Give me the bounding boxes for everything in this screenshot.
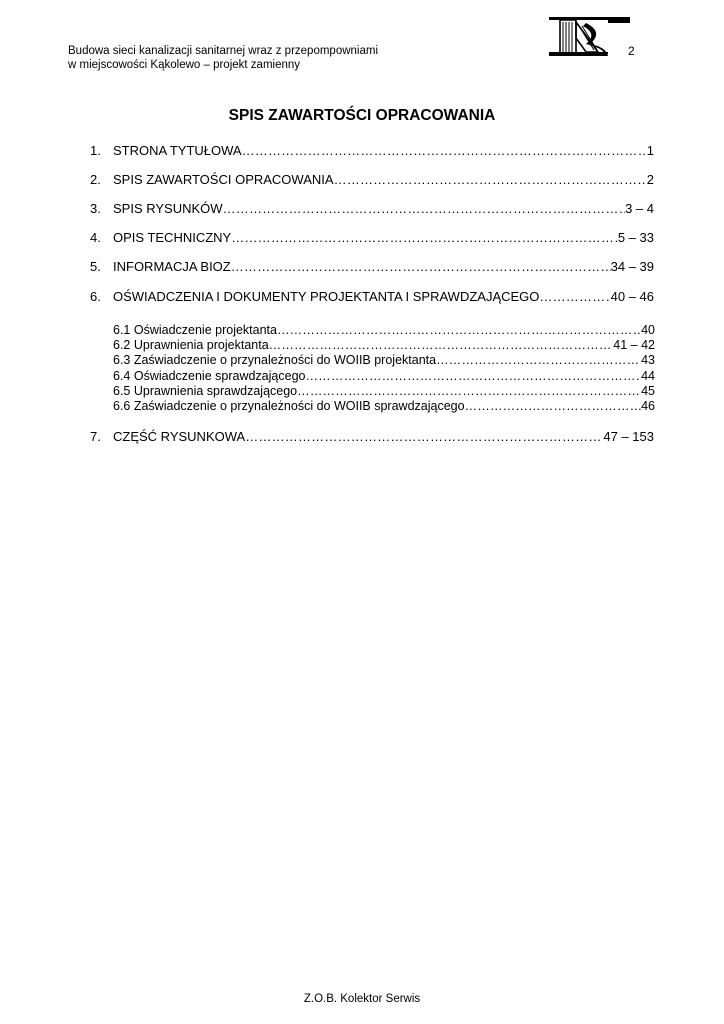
- dot-leader: [305, 369, 641, 383]
- toc-entry-pages: 3 – 4: [625, 201, 654, 216]
- toc-entry-number: 5.: [90, 259, 101, 274]
- toc-entry-number: 6.: [90, 289, 101, 304]
- toc-entry-number: 2.: [90, 172, 101, 187]
- toc-entry-label: SPIS RYSUNKÓW: [113, 201, 223, 216]
- toc-subentry: [113, 384, 655, 398]
- dot-leader: [297, 384, 641, 398]
- header-line-2: w miejscowości Kąkolewo – projekt zamienny: [68, 59, 301, 71]
- toc-subentry: [113, 353, 655, 367]
- toc-entry-pages: 40 – 46: [610, 289, 654, 304]
- toc-subentry-label: 6.5 Uprawnienia sprawdzającego: [113, 384, 298, 398]
- toc-entry-number: 1.: [90, 143, 101, 158]
- toc-entry: [90, 289, 654, 304]
- dot-leader: [539, 289, 610, 304]
- header-line-1: Budowa sieci kanalizacji sanitarnej wraz z przepompowniami: [68, 45, 379, 57]
- toc-entry-label: SPIS ZAWARTOŚCI OPRACOWANIA: [113, 172, 334, 187]
- toc-entry-pages: 34 – 39: [610, 259, 654, 274]
- toc-entry-label: OPIS TECHNICZNY: [113, 230, 232, 245]
- toc-subentry-label: 6.1 Oświadczenie projektanta: [113, 323, 277, 337]
- document-header: [68, 44, 378, 72]
- dot-leader: [334, 172, 647, 187]
- toc-entry: [90, 201, 654, 216]
- toc-entry-label: INFORMACJA BIOZ: [113, 259, 231, 274]
- toc-entry-pages: 47 – 153: [603, 429, 654, 444]
- dot-leader: [231, 259, 611, 274]
- toc-entry-pages: 2: [646, 172, 654, 187]
- dot-leader: [436, 353, 641, 367]
- toc-subentry-pages: 43: [641, 353, 655, 367]
- dot-leader: [245, 429, 603, 444]
- toc-subentry-pages: 44: [641, 369, 655, 383]
- toc-subentry-pages: 40: [641, 323, 655, 337]
- toc-entry: [90, 429, 654, 444]
- toc-subentry: [113, 369, 655, 383]
- toc-entry-label: STRONA TYTUŁOWA: [113, 143, 242, 158]
- toc-subentry: [113, 399, 655, 413]
- toc-entry: [90, 230, 654, 245]
- toc-entry-number: 3.: [90, 201, 101, 216]
- toc-entry: [90, 143, 654, 158]
- toc-subentry-pages: 46: [641, 399, 655, 413]
- toc-entry-pages: 1: [646, 143, 654, 158]
- company-logo-icon: [546, 14, 632, 58]
- toc-subentry: [113, 323, 655, 337]
- toc-entry-label: OŚWIADCZENIA I DOKUMENTY PROJEKTANTA I SPRAWDZAJĄCEGO: [113, 289, 540, 304]
- dot-leader: [231, 230, 618, 245]
- toc-entry: [90, 172, 654, 187]
- toc-subentry-label: 6.6 Zaświadczenie o przynależności do WOIIB sprawdzającego: [113, 399, 465, 413]
- page-number: 2: [628, 44, 635, 58]
- dot-leader: [223, 201, 626, 216]
- toc-entry: [90, 259, 654, 274]
- page-title: SPIS ZAWARTOŚCI OPRACOWANIA: [228, 107, 496, 124]
- toc-subentry-pages: 45: [641, 384, 655, 398]
- dot-leader: [277, 323, 641, 337]
- toc-subentry-label: 6.2 Uprawnienia projektanta: [113, 338, 269, 352]
- toc-entry-label: CZĘŚĆ RYSUNKOWA: [113, 429, 246, 444]
- dot-leader: [465, 399, 642, 413]
- toc-entry-number: 7.: [90, 429, 101, 444]
- dot-leader: [269, 338, 614, 352]
- dot-leader: [242, 143, 647, 158]
- toc-subentry-pages: 41 – 42: [613, 338, 655, 352]
- document-footer: Z.O.B. Kolektor Serwis: [303, 993, 421, 1005]
- toc-entry-number: 4.: [90, 230, 101, 245]
- toc-subentry-label: 6.4 Oświadczenie sprawdzającego: [113, 369, 306, 383]
- toc-subentry-label: 6.3 Zaświadczenie o przynależności do WOIIB projektanta: [113, 353, 437, 367]
- toc-entry-pages: 5 – 33: [617, 230, 654, 245]
- toc-subentry: [113, 338, 655, 352]
